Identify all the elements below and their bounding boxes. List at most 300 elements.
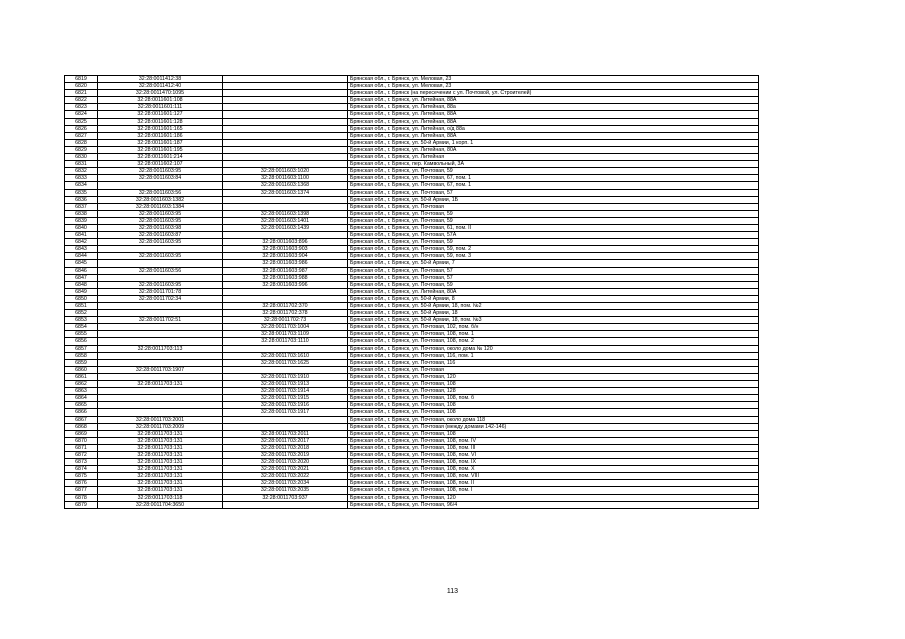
cadastral-number-cell: 32:28:0011603:95 [98, 168, 223, 175]
cadastral-number-cell [98, 260, 223, 267]
row-number-cell: 6839 [65, 217, 98, 224]
table-row [65, 437, 759, 444]
address-cell: Брянская обл., г. Брянск, ул. Почтовая, 108, пом. б [348, 395, 759, 402]
row-number-cell: 6837 [65, 203, 98, 210]
cadastral-number-cell: 32:28:0011601:111 [98, 104, 223, 111]
row-number-cell: 6875 [65, 473, 98, 480]
row-number-cell: 6829 [65, 146, 98, 153]
address-cell: Брянская обл., г. Брянск, ул. Почтовая [348, 366, 759, 373]
address-cell: Брянская обл., г. Брянск, ул. Почтовая, 59 [348, 210, 759, 217]
row-number-cell: 6867 [65, 416, 98, 423]
premises-cadastral-number-cell: 32:28:0011603:1374 [223, 189, 348, 196]
cadastral-number-cell: 32:28:0011603:1382 [98, 196, 223, 203]
row-number-cell: 6863 [65, 388, 98, 395]
table-row [65, 409, 759, 416]
cadastral-number-cell: 32:28:0011603:56 [98, 189, 223, 196]
address-cell: Брянская обл., г. Брянск, ул. Почтовая, 59 [348, 217, 759, 224]
table-row [65, 451, 759, 458]
row-number-cell: 6827 [65, 132, 98, 139]
table-row [65, 154, 759, 161]
table-row [65, 260, 759, 267]
premises-cadastral-number-cell: 32:28:0011703:937 [223, 494, 348, 501]
premises-cadastral-number-cell [223, 203, 348, 210]
cadastral-number-cell [98, 303, 223, 310]
address-cell: Брянская обл., г. Брянск, ул. Почтовая, 108, пом. IV [348, 437, 759, 444]
address-cell: Брянская обл., г. Брянск, ул. 50-й Армии, 8 [348, 295, 759, 302]
premises-cadastral-number-cell: 32:28:0011703:2035 [223, 487, 348, 494]
row-number-cell: 6821 [65, 90, 98, 97]
premises-cadastral-number-cell [223, 161, 348, 168]
address-cell: Брянская обл., г. Брянск, ул. Почтовая, 67, пом. 1 [348, 182, 759, 189]
address-cell: Брянская обл., г. Брянск, ул. Почтовая, 120 [348, 373, 759, 380]
row-number-cell: 6871 [65, 444, 98, 451]
row-number-cell: 6857 [65, 345, 98, 352]
premises-cadastral-number-cell: 32:28:0011603:996 [223, 281, 348, 288]
premises-cadastral-number-cell [223, 104, 348, 111]
table-row [65, 83, 759, 90]
address-cell: Брянская обл., г. Брянск, ул. Почтовая, 59, пом. 2 [348, 246, 759, 253]
row-number-cell: 6849 [65, 288, 98, 295]
row-number-cell: 6858 [65, 352, 98, 359]
address-cell: Брянская обл., г. Брянск, ул. 50-й Армии, 18, пом. №2 [348, 303, 759, 310]
row-number-cell: 6859 [65, 359, 98, 366]
row-number-cell: 6864 [65, 395, 98, 402]
address-cell: Брянская обл., г. Брянск, ул. Почтовая, 57 [348, 274, 759, 281]
address-cell: Брянская обл., г. Брянск, ул. Почтовая, 59 [348, 239, 759, 246]
cadastral-number-cell: 32:28:0011601:165 [98, 125, 223, 132]
cadastral-number-cell: 32:28:0011603:1384 [98, 203, 223, 210]
premises-cadastral-number-cell: 32:28:0011703:2018 [223, 444, 348, 451]
address-cell: Брянская обл., г. Брянск, ул. 50-й Армии, 1 корп. 1 [348, 139, 759, 146]
address-cell: Брянская обл., г. Брянск, ул. Почтовая, 108, пом. X [348, 466, 759, 473]
row-number-cell: 6844 [65, 253, 98, 260]
cadastral-number-cell: 32:28:0011703:131 [98, 451, 223, 458]
row-number-cell: 6847 [65, 274, 98, 281]
cadastral-number-cell: 32:28:0011603:95 [98, 253, 223, 260]
table-row [65, 444, 759, 451]
address-cell: Брянская обл., г. Брянск, ул. Почтовая, 61, пом. II [348, 224, 759, 231]
cadastral-number-cell: 32:28:0011470:1095 [98, 90, 223, 97]
address-cell: Брянская обл., г. Брянск, ул. Почтовая, 108 [348, 402, 759, 409]
address-cell: Брянская обл., г. Брянск, ул. Почтовая, 108, пом. VIII [348, 473, 759, 480]
address-cell: Брянская обл., г. Брянск, ул. Почтовая, 57 [348, 189, 759, 196]
table-row [65, 416, 759, 423]
table-row [65, 381, 759, 388]
cadastral-number-cell [98, 373, 223, 380]
row-number-cell: 6865 [65, 402, 98, 409]
premises-cadastral-number-cell: 32:28:0011703:2019 [223, 451, 348, 458]
table-row [65, 359, 759, 366]
address-cell: Брянская обл., г. Брянск, ул. Меловая, 23 [348, 76, 759, 83]
cadastral-number-cell: 32:28:0011601:214 [98, 154, 223, 161]
address-cell: Брянская обл., г. Брянск, ул. Почтовая, 108, пом. VI [348, 451, 759, 458]
cadastral-number-cell: 32:28:0011601:108 [98, 97, 223, 104]
row-number-cell: 6872 [65, 451, 98, 458]
address-cell: Брянская обл., г. Брянск, ул. Почтовая, 67, пом. 1 [348, 175, 759, 182]
registry-table-body [65, 76, 759, 509]
premises-cadastral-number-cell: 32:28:0011703:2020 [223, 459, 348, 466]
address-cell: Брянская обл., г. Брянск, ул. Почтовая, 102, пом. б/н [348, 324, 759, 331]
address-cell: Брянская обл., г. Брянск, ул. Почтовая, около дома 118 [348, 416, 759, 423]
premises-cadastral-number-cell [223, 132, 348, 139]
address-cell: Брянская обл., г. Брянск, ул. Почтовая, 116, пом. 1 [348, 352, 759, 359]
premises-cadastral-number-cell: 32:28:0011703:1914 [223, 388, 348, 395]
row-number-cell: 6826 [65, 125, 98, 132]
row-number-cell: 6825 [65, 118, 98, 125]
table-row [65, 224, 759, 231]
cadastral-number-cell: 32:28:0011702:51 [98, 317, 223, 324]
row-number-cell: 6856 [65, 338, 98, 345]
cadastral-number-cell: 32:28:0011703:2009 [98, 423, 223, 430]
address-cell: Брянская обл., г. Брянск, ул. Почтовая, 96/4 [348, 501, 759, 508]
cadastral-number-cell: 32:28:0011601:195 [98, 146, 223, 153]
row-number-cell: 6852 [65, 310, 98, 317]
row-number-cell: 6823 [65, 104, 98, 111]
cadastral-number-cell [98, 338, 223, 345]
cadastral-number-cell: 32:28:0011603:87 [98, 232, 223, 239]
row-number-cell: 6832 [65, 168, 98, 175]
table-row [65, 295, 759, 302]
row-number-cell: 6879 [65, 501, 98, 508]
premises-cadastral-number-cell [223, 366, 348, 373]
table-row [65, 111, 759, 118]
cadastral-number-cell [98, 182, 223, 189]
premises-cadastral-number-cell [223, 423, 348, 430]
row-number-cell: 6862 [65, 381, 98, 388]
premises-cadastral-number-cell: 32:28:0011703:1917 [223, 409, 348, 416]
table-row [65, 423, 759, 430]
cadastral-number-cell: 32:28:0011601:128 [98, 118, 223, 125]
row-number-cell: 6854 [65, 324, 98, 331]
cadastral-number-cell: 32:28:0011601:127 [98, 111, 223, 118]
premises-cadastral-number-cell [223, 139, 348, 146]
row-number-cell: 6876 [65, 480, 98, 487]
address-cell: Брянская обл., г. Брянск, ул. Литейная, 88А [348, 111, 759, 118]
cadastral-number-cell [98, 246, 223, 253]
premises-cadastral-number-cell: 32:28:0011703:2034 [223, 480, 348, 487]
table-row [65, 182, 759, 189]
row-number-cell: 6830 [65, 154, 98, 161]
table-row [65, 76, 759, 83]
table-row [65, 253, 759, 260]
address-cell: Брянская обл., г. Брянск, ул. Литейная, 88А [348, 132, 759, 139]
address-cell: Брянская обл., г. Брянск, ул. 50-й Армии, 18, пом. №3 [348, 317, 759, 324]
row-number-cell: 6878 [65, 494, 98, 501]
premises-cadastral-number-cell: 32:28:0011603:1100 [223, 175, 348, 182]
table-row [65, 232, 759, 239]
cadastral-number-cell: 32:28:0011603:95 [98, 217, 223, 224]
premises-cadastral-number-cell: 32:28:0011603:903 [223, 246, 348, 253]
premises-cadastral-number-cell [223, 196, 348, 203]
address-cell: Брянская обл., г. Брянск, ул. Литейная, 88А [348, 118, 759, 125]
table-row [65, 139, 759, 146]
address-cell: Брянская обл., г. Брянск, ул. Литейная, 80А [348, 146, 759, 153]
cadastral-number-cell: 32:28:0011412:38 [98, 76, 223, 83]
table-row [65, 168, 759, 175]
address-cell: Брянская обл., г. Брянск, ул. Литейная, 88а [348, 104, 759, 111]
address-cell: Брянская обл., г. Брянск, ул. Почтовая, 128 [348, 388, 759, 395]
premises-cadastral-number-cell: 32:28:0011703:1913 [223, 381, 348, 388]
table-row [65, 274, 759, 281]
premises-cadastral-number-cell: 32:28:0011702:73 [223, 317, 348, 324]
row-number-cell: 6828 [65, 139, 98, 146]
premises-cadastral-number-cell [223, 146, 348, 153]
table-row [65, 352, 759, 359]
table-row [65, 125, 759, 132]
address-cell: Брянская обл., г. Брянск, ул. 50-й Армии, 7 [348, 260, 759, 267]
row-number-cell: 6874 [65, 466, 98, 473]
premises-cadastral-number-cell: 32:28:0011703:1625 [223, 359, 348, 366]
row-number-cell: 6868 [65, 423, 98, 430]
cadastral-number-cell: 32:28:0011703:131 [98, 473, 223, 480]
address-cell: Брянская обл., г. Брянск, ул. Почтовая, 108, пом. 2 [348, 338, 759, 345]
row-number-cell: 6846 [65, 267, 98, 274]
table-row [65, 288, 759, 295]
table-row [65, 494, 759, 501]
row-number-cell: 6819 [65, 76, 98, 83]
cadastral-number-cell [98, 331, 223, 338]
table-row [65, 217, 759, 224]
table-row [65, 473, 759, 480]
registry-table [64, 75, 759, 509]
cadastral-number-cell: 32:28:0011601:187 [98, 139, 223, 146]
row-number-cell: 6853 [65, 317, 98, 324]
table-row [65, 310, 759, 317]
table-row [65, 466, 759, 473]
premises-cadastral-number-cell [223, 118, 348, 125]
row-number-cell: 6845 [65, 260, 98, 267]
premises-cadastral-number-cell [223, 295, 348, 302]
premises-cadastral-number-cell [223, 416, 348, 423]
row-number-cell: 6838 [65, 210, 98, 217]
address-cell: Брянская обл., г. Брянск, ул. Почтовая, 108 [348, 381, 759, 388]
table-row [65, 210, 759, 217]
cadastral-number-cell [98, 352, 223, 359]
cadastral-number-cell: 32:28:0011703:131 [98, 444, 223, 451]
row-number-cell: 6866 [65, 409, 98, 416]
premises-cadastral-number-cell [223, 288, 348, 295]
address-cell: Брянская обл., г. Брянск, ул. 50-й Армии, 18 [348, 310, 759, 317]
address-cell: Брянская обл., г. Брянск, пер. Камвольный, 3А [348, 161, 759, 168]
address-cell: Брянская обл., г. Брянск, ул. Почтовая, 59 [348, 281, 759, 288]
row-number-cell: 6824 [65, 111, 98, 118]
table-row [65, 90, 759, 97]
table-row [65, 388, 759, 395]
premises-cadastral-number-cell: 32:28:0011603:1401 [223, 217, 348, 224]
premises-cadastral-number-cell: 32:28:0011703:2017 [223, 437, 348, 444]
row-number-cell: 6820 [65, 83, 98, 90]
table-row [65, 331, 759, 338]
row-number-cell: 6822 [65, 97, 98, 104]
address-cell: Брянская обл., г. Брянск, ул. Литейная, 88А [348, 97, 759, 104]
premises-cadastral-number-cell: 32:28:0011703:1610 [223, 352, 348, 359]
row-number-cell: 6873 [65, 459, 98, 466]
cadastral-number-cell: 32:28:0011603:95 [98, 239, 223, 246]
cadastral-number-cell: 32:28:0011603:98 [98, 224, 223, 231]
table-row [65, 317, 759, 324]
row-number-cell: 6842 [65, 239, 98, 246]
address-cell: Брянская обл., г. Брянск, ул. Почтовая, 120 [348, 494, 759, 501]
premises-cadastral-number-cell: 32:28:0011603:1398 [223, 210, 348, 217]
table-row [65, 189, 759, 196]
premises-cadastral-number-cell [223, 90, 348, 97]
row-number-cell: 6834 [65, 182, 98, 189]
row-number-cell: 6860 [65, 366, 98, 373]
address-cell: Брянская обл., г. Брянск, ул. Почтовая, 59 [348, 168, 759, 175]
address-cell: Брянская обл., г. Брянск, ул. Почтовая, 108, пом. III [348, 444, 759, 451]
table-row [65, 338, 759, 345]
premises-cadastral-number-cell: 32:28:0011702:378 [223, 310, 348, 317]
cadastral-number-cell: 32:28:0011703:131 [98, 381, 223, 388]
cadastral-number-cell [98, 395, 223, 402]
table-row [65, 402, 759, 409]
address-cell: Брянская обл., г. Брянск, ул. Меловая, 23 [348, 83, 759, 90]
table-row [65, 146, 759, 153]
table-row [65, 303, 759, 310]
table-row [65, 480, 759, 487]
row-number-cell: 6869 [65, 430, 98, 437]
premises-cadastral-number-cell: 32:28:0011603:1020 [223, 168, 348, 175]
page-number: 113 [446, 588, 459, 595]
table-row [65, 373, 759, 380]
premises-cadastral-number-cell: 32:28:0011603:986 [223, 260, 348, 267]
address-cell: Брянская обл., г. Брянск, ул. Почтовая [348, 203, 759, 210]
address-cell: Брянская обл., г. Брянск, ул. Почтовая, 108, пом. IX [348, 459, 759, 466]
premises-cadastral-number-cell: 32:28:0011603:896 [223, 239, 348, 246]
cadastral-number-cell: 32:28:0011703:113 [98, 345, 223, 352]
table-row [65, 97, 759, 104]
cadastral-number-cell: 32:28:0011703:131 [98, 466, 223, 473]
address-cell: Брянская обл., г. Брянск, ул. Почтовая (между домами 142-146) [348, 423, 759, 430]
premises-cadastral-number-cell: 32:28:0011703:1916 [223, 402, 348, 409]
table-row [65, 366, 759, 373]
cadastral-number-cell: 32:28:0011704:3650 [98, 501, 223, 508]
address-cell: Брянская обл., г. Брянск, ул. Литейная, 80А [348, 288, 759, 295]
cadastral-number-cell: 32:28:0011703:1907 [98, 366, 223, 373]
cadastral-number-cell: 32:28:0011601:186 [98, 132, 223, 139]
table-row [65, 459, 759, 466]
premises-cadastral-number-cell: 32:28:0011703:1004 [223, 324, 348, 331]
cadastral-number-cell: 32:28:0011602:107 [98, 161, 223, 168]
premises-cadastral-number-cell [223, 125, 348, 132]
premises-cadastral-number-cell: 32:28:0011603:987 [223, 267, 348, 274]
cadastral-number-cell: 32:28:0011603:95 [98, 210, 223, 217]
premises-cadastral-number-cell: 32:28:0011603:904 [223, 253, 348, 260]
address-cell: Брянская обл., г. Брянск (на пересечении с ул. Почтовой, ул. Строителей) [348, 90, 759, 97]
cadastral-number-cell [98, 274, 223, 281]
premises-cadastral-number-cell: 32:28:0011703:2021 [223, 466, 348, 473]
address-cell: Брянская обл., г. Брянск, ул. Почтовая, 108 [348, 409, 759, 416]
address-cell: Брянская обл., г. Брянск, ул. Почтовая, 108, пом. II [348, 480, 759, 487]
table-row [65, 267, 759, 274]
table-row [65, 161, 759, 168]
cadastral-number-cell: 32:28:0011703:118 [98, 494, 223, 501]
premises-cadastral-number-cell [223, 76, 348, 83]
row-number-cell: 6877 [65, 487, 98, 494]
table-row [65, 118, 759, 125]
address-cell: Брянская обл., г. Брянск, ул. Литейная, о/д 88а [348, 125, 759, 132]
table-row [65, 132, 759, 139]
cadastral-number-cell: 32:28:0011603:84 [98, 175, 223, 182]
row-number-cell: 6840 [65, 224, 98, 231]
cadastral-number-cell: 32:28:0011702:34 [98, 295, 223, 302]
row-number-cell: 6831 [65, 161, 98, 168]
table-row [65, 324, 759, 331]
premises-cadastral-number-cell: 32:28:0011603:988 [223, 274, 348, 281]
address-cell: Брянская обл., г. Брянск, ул. Почтовая, 59, пом. 3 [348, 253, 759, 260]
cadastral-number-cell: 32:28:0011703:131 [98, 487, 223, 494]
row-number-cell: 6841 [65, 232, 98, 239]
row-number-cell: 6843 [65, 246, 98, 253]
premises-cadastral-number-cell [223, 97, 348, 104]
premises-cadastral-number-cell: 32:28:0011703:2022 [223, 473, 348, 480]
table-row [65, 430, 759, 437]
row-number-cell: 6851 [65, 303, 98, 310]
address-cell: Брянская обл., г. Брянск, ул. Почтовая, 57 [348, 267, 759, 274]
table-row [65, 246, 759, 253]
cadastral-number-cell: 32:28:0011703:2001 [98, 416, 223, 423]
table-row [65, 395, 759, 402]
premises-cadastral-number-cell: 32:28:0011703:1110 [223, 338, 348, 345]
table-row [65, 345, 759, 352]
address-cell: Брянская обл., г. Брянск, ул. Почтовая, 57А [348, 232, 759, 239]
cadastral-number-cell: 32:28:0011703:131 [98, 437, 223, 444]
premises-cadastral-number-cell [223, 83, 348, 90]
row-number-cell: 6861 [65, 373, 98, 380]
table-row [65, 175, 759, 182]
address-cell: Брянская обл., г. Брянск, ул. Почтовая, 108, пом. 1 [348, 331, 759, 338]
row-number-cell: 6836 [65, 196, 98, 203]
table-row [65, 501, 759, 508]
premises-cadastral-number-cell [223, 232, 348, 239]
premises-cadastral-number-cell: 32:28:0011703:1109 [223, 331, 348, 338]
cadastral-number-cell: 32:28:0011703:131 [98, 480, 223, 487]
premises-cadastral-number-cell [223, 345, 348, 352]
premises-cadastral-number-cell: 32:28:0011702:370 [223, 303, 348, 310]
address-cell: Брянская обл., г. Брянск, ул. Почтовая, около дома № 120 [348, 345, 759, 352]
cadastral-number-cell: 32:28:0011603:95 [98, 281, 223, 288]
premises-cadastral-number-cell: 32:28:0011703:1915 [223, 395, 348, 402]
premises-cadastral-number-cell [223, 501, 348, 508]
table-row [65, 203, 759, 210]
premises-cadastral-number-cell: 32:28:0011703:2011 [223, 430, 348, 437]
cadastral-number-cell [98, 402, 223, 409]
premises-cadastral-number-cell: 32:28:0011603:1368 [223, 182, 348, 189]
address-cell: Брянская обл., г. Брянск, ул. Почтовая, 108 [348, 430, 759, 437]
row-number-cell: 6850 [65, 295, 98, 302]
cadastral-number-cell [98, 310, 223, 317]
premises-cadastral-number-cell: 32:28:0011703:1910 [223, 373, 348, 380]
premises-cadastral-number-cell: 32:28:0011603:1439 [223, 224, 348, 231]
row-number-cell: 6833 [65, 175, 98, 182]
cadastral-number-cell: 32:28:0011703:131 [98, 459, 223, 466]
cadastral-number-cell: 32:28:0011703:131 [98, 430, 223, 437]
premises-cadastral-number-cell [223, 154, 348, 161]
table-row [65, 196, 759, 203]
address-cell: Брянская обл., г. Брянск, ул. Почтовая, 108, пом. I [348, 487, 759, 494]
cadastral-number-cell: 32:28:0011603:56 [98, 267, 223, 274]
cadastral-number-cell: 32:28:0011701:78 [98, 288, 223, 295]
premises-cadastral-number-cell [223, 111, 348, 118]
table-row [65, 104, 759, 111]
row-number-cell: 6835 [65, 189, 98, 196]
row-number-cell: 6855 [65, 331, 98, 338]
address-cell: Брянская обл., г. Брянск, ул. 50-й Армии, 1Б [348, 196, 759, 203]
table-row [65, 487, 759, 494]
cadastral-number-cell [98, 409, 223, 416]
row-number-cell: 6870 [65, 437, 98, 444]
table-row [65, 239, 759, 246]
